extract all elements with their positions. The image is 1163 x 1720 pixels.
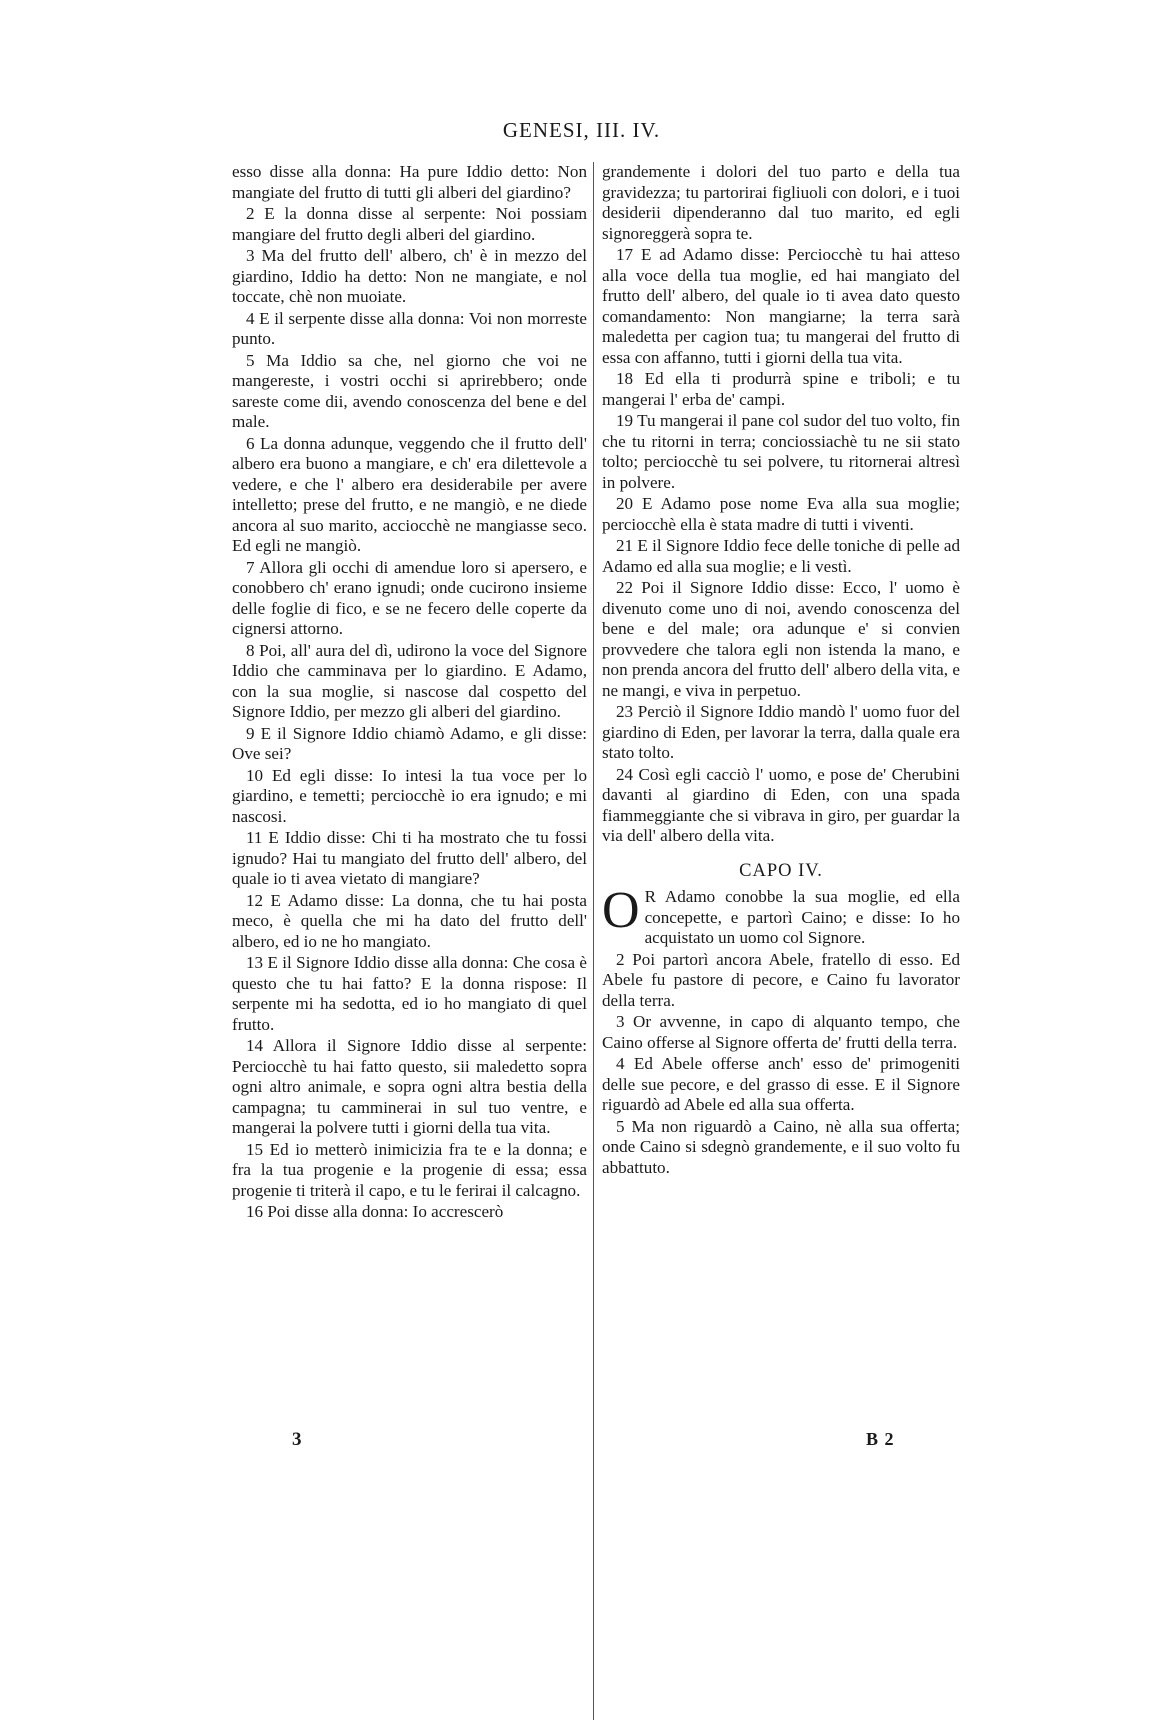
right-column [602,162,960,1179]
chapter-heading: CAPO IV. [739,860,823,881]
verse-paragraph: 24 Così egli cacciò l' uomo, e pose de' Cherubini davanti al giardino di Eden, con una spada fiammeggiante che si vibrava in giro, per guardar la via dell' albero della vita. [602,764,960,845]
verse-paragraph: 22 Poi il Signore Iddio disse: Ecco, l' uomo è divenuto come uno di noi, avendo conoscenza del bene e del male; ora adunque e' si convien provvedere che talora egli non istenda la mano, e non prenda ancora del frutto dell' albero della vita, e ne mangi, e viva in perpetuo. [602,578,960,700]
verse-paragraph: 14 Allora il Signore Iddio disse al serpente: Perciocchè tu hai fatto questo, sii maledetto sopra ogni altro animale, e sopra ogni altra bestia della campagna; tu camminerai in sul tuo ventre, e mangerai la polvere tutti i giorni della tua vita. [232,1036,587,1137]
signature-mark: B 2 [866,1429,895,1449]
verse-paragraph: 4 E il serpente disse alla donna: Voi non morreste punto. [232,308,587,348]
verse-paragraph: 6 La donna adunque, veggendo che il frutto dell' albero era buono a mangiare, e ch' era dilettevole a vedere, e che l' albero era desiderabile per avere intelletto; prese del frutto, e ne mangiò, e ne diede ancora al suo marito, acciocchè ne mangiasse seco. Ed egli ne mangiò. [232,433,587,555]
verse-paragraph: 16 Poi disse alla donna: Io accrescerò [246,1202,504,1221]
verse-paragraph: 3 Ma del frutto dell' albero, ch' è in mezzo del giardino, Iddio ha detto: Non ne mangiate, e nol toccate, chè non muoiate. [232,246,587,306]
chapter-opening-text: R Adamo conobbe la sua moglie, ed ella concepette, e partorì Caino; e disse: Io ho acquistato un uomo col Signore. [644,887,960,947]
verse-paragraph: 10 Ed egli disse: Io intesi la tua voce per lo giardino, e temetti; perciocchè io era ignudo; e mi nascosi. [232,765,587,826]
verse-paragraph: 11 E Iddio disse: Chi ti ha mostrato che tu fossi ignudo? Hai tu mangiato del frutto dell' albero, del quale io ti avea vietato di mangiare? [232,828,587,888]
page-number: 3 [292,1429,302,1450]
verse-paragraph: 12 E Adamo disse: La donna, che tu hai posta meco, è quella che mi ha dato del frutto dell' albero, ed io ne ho mangiato. [232,890,587,951]
verse-paragraph: 9 E il Signore Iddio chiamò Adamo, e gli disse: Ove sei? [232,723,587,763]
verse-paragraph: 5 Ma Iddio sa che, nel giorno che voi ne mangereste, i vostri occhi si aprirebbero; onde sareste come dii, avendo conoscenza del bene e del male. [232,350,587,431]
verse-paragraph: esso disse alla donna: Ha pure Iddio detto: Non mangiate del frutto di tutti gli alberi del giardino? [232,162,587,202]
verse-paragraph: grandemente i dolori del tuo parto e della tua gravidezza; tu partorirai figliuoli con dolori, e i tuoi desiderii dipenderanno dal tuo marito, ed egli signoreggerà sopra te. [602,162,960,243]
left-column [232,162,587,1224]
verse-paragraph: 2 Poi partorì ancora Abele, fratello di esso. Ed Abele fu pastore di pecore, e Caino fu lavorator della terra. [602,949,960,1010]
verse-paragraph: 5 Ma non riguardò a Caino, nè alla sua offerta; onde Caino si sdegnò grandemente, e il suo volto fu abbattuto. [602,1116,960,1177]
drop-cap: O [602,882,640,939]
verse-paragraph: 4 Ed Abele offerse anch' esso de' primogeniti delle sue pecore, e del grasso di esse. E il Signore riguardò ad Abele ed alla sua offerta. [602,1054,960,1114]
verse-paragraph: 2 E la donna disse al serpente: Noi possiam mangiare del frutto degli alberi del giardino. [232,204,587,244]
chapter-opening-paragraph [602,882,960,949]
verse-paragraph: 8 Poi, all' aura del dì, udirono la voce del Signore Iddio che camminava per lo giardino. E Adamo, con la sua moglie, si nascose dal cospetto del Signore Iddio, per mezzo gli alberi del giardino. [232,640,587,721]
verse-paragraph: 19 Tu mangerai il pane col sudor del tuo volto, fin che tu ritorni in terra; conciossiachè tu ne sii stato tolto; perciocchè tu sei polvere, tu ritornerai altresì in polvere. [602,411,960,492]
verse-paragraph: 7 Allora gli occhi di amendue loro si apersero, e conobbero ch' erano ignudi; onde cucirono insieme delle foglie di fico, e se ne fecero delle coperte da cignersi attorno. [232,557,587,638]
verse-paragraph: 20 E Adamo pose nome Eva alla sua moglie; perciocchè ella è stata madre di tutti i viventi. [602,494,960,534]
verse-paragraph: 15 Ed io metterò inimicizia fra te e la donna; e fra la tua progenie e la progenie di essa; essa progenie ti triterà il capo, e tu le ferirai il calcagno. [232,1139,587,1200]
verse-paragraph: 23 Perciò il Signore Iddio mandò l' uomo fuor del giardino di Eden, per lavorar la terra, dalla quale era stato tolto. [602,702,960,762]
column-divider [593,162,595,1720]
verse-paragraph: 3 Or avvenne, in capo di alquanto tempo, che Caino offerse al Signore offerta de' frutti della terra. [602,1012,960,1052]
verse-paragraph: 13 E il Signore Iddio disse alla donna: Che cosa è questo che tu hai fatto? E la donna rispose: Il serpente mi ha sedotta, ed io ho mangiato di quel frutto. [232,953,587,1034]
verse-paragraph: 17 E ad Adamo disse: Perciocchè tu hai atteso alla voce della tua moglie, ed hai mangiato del frutto dell' albero, del quale io ti avea dato questo comandamento: Non mangiarne; la terra sarà maledetta per cagion tua; tu mangerai del frutto di essa con affanno, tutti i giorni della tua vita. [602,245,960,367]
verse-paragraph: 18 Ed ella ti produrrà spine e triboli; e tu mangerai l' erba de' campi. [602,369,960,409]
verse-paragraph: 21 E il Signore Iddio fece delle toniche di pelle ad Adamo ed alla sua moglie; e li vestì. [602,536,960,576]
page-header: GENESI, III. IV. [502,118,661,142]
